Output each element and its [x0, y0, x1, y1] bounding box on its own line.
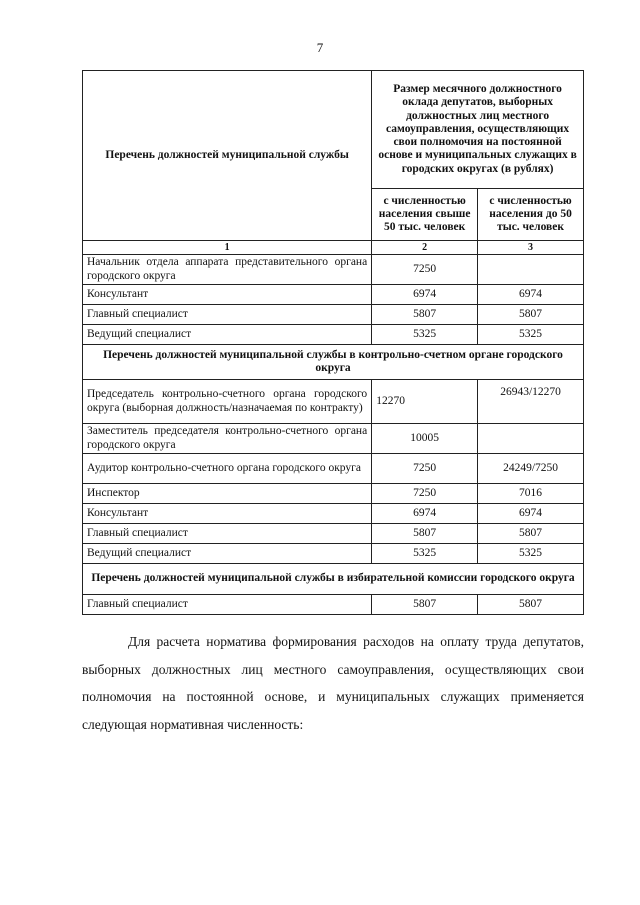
salary-header: Размер месячного должностного оклада депутатов, выборных должностных лиц местного самоуправления, осуществляющих свои полномочия на постоянной основе и муниципальных служащих в городских округах (в рублях)	[372, 71, 584, 189]
salary-cell-under-50k: 6974	[478, 504, 584, 524]
salary-cell-under-50k: 26943/12270	[478, 380, 584, 424]
salary-cell-over-50k: 5325	[372, 325, 478, 345]
salary-table	[82, 70, 584, 615]
table-row	[83, 380, 584, 424]
salary-cell-under-50k: 5807	[478, 524, 584, 544]
position-cell: Ведущий специалист	[83, 325, 372, 345]
salary-cell-over-50k: 7250	[372, 454, 478, 484]
table-row	[83, 285, 584, 305]
table-row	[83, 255, 584, 285]
col2-header: с численностью населения свыше 50 тыс. человек	[372, 189, 478, 241]
position-cell: Главный специалист	[83, 595, 372, 615]
header-row	[83, 71, 584, 189]
salary-cell-over-50k: 12270	[372, 380, 478, 424]
position-cell: Начальник отдела аппарата представительного органа городского округа	[83, 255, 372, 285]
salary-cell-over-50k: 5807	[372, 305, 478, 325]
salary-cell-over-50k: 10005	[372, 424, 478, 454]
position-cell: Консультант	[83, 504, 372, 524]
salary-cell-under-50k: 5325	[478, 544, 584, 564]
table-row	[83, 454, 584, 484]
salary-cell-over-50k: 5325	[372, 544, 478, 564]
column-index-2: 2	[372, 241, 478, 255]
position-cell: Главный специалист	[83, 524, 372, 544]
table-row	[83, 504, 584, 524]
column-index-1: 1	[83, 241, 372, 255]
salary-cell-over-50k: 7250	[372, 484, 478, 504]
body-paragraph: Для расчета норматива формирования расходов на оплату труда депутатов, выборных должностных лиц местного самоуправления, осуществляющих свои полномочия на постоянной основе, и муниципальных служащих применяется следующая нормативная численность:	[82, 634, 584, 732]
position-cell: Заместитель председателя контрольно-счетного органа городского округа	[83, 424, 372, 454]
section-heading-audit-body: Перечень должностей муниципальной службы в контрольно-счетном органе городского округа	[83, 345, 584, 380]
table-row	[83, 484, 584, 504]
col3-header: с численностью населения до 50 тыс. человек	[478, 189, 584, 241]
position-cell: Аудитор контрольно-счетного органа городского округа	[83, 454, 372, 484]
table-row	[83, 424, 584, 454]
table-row	[83, 325, 584, 345]
salary-cell-under-50k: 24249/7250	[478, 454, 584, 484]
salary-cell-over-50k: 7250	[372, 255, 478, 285]
table-row	[83, 524, 584, 544]
salary-cell-over-50k: 5807	[372, 524, 478, 544]
salary-cell-under-50k: 5325	[478, 325, 584, 345]
section-heading-row	[83, 345, 584, 380]
index-row	[83, 241, 584, 255]
salary-cell-over-50k: 5807	[372, 595, 478, 615]
salary-cell-under-50k	[478, 255, 584, 285]
page-number: 7	[316, 40, 324, 55]
salary-cell-under-50k	[478, 424, 584, 454]
position-cell: Председатель контрольно-счетного органа городского округа (выборная должность/назначаемая по контракту)	[83, 380, 372, 424]
column-index-3: 3	[478, 241, 584, 255]
position-cell: Инспектор	[83, 484, 372, 504]
table-row	[83, 305, 584, 325]
salary-cell-under-50k: 7016	[478, 484, 584, 504]
table-row	[83, 544, 584, 564]
position-cell: Ведущий специалист	[83, 544, 372, 564]
salary-cell-over-50k: 6974	[372, 504, 478, 524]
salary-cell-over-50k: 6974	[372, 285, 478, 305]
section-heading-row	[83, 564, 584, 595]
position-cell: Консультант	[83, 285, 372, 305]
salary-cell-under-50k: 5807	[478, 595, 584, 615]
position-cell: Главный специалист	[83, 305, 372, 325]
salary-cell-under-50k: 6974	[478, 285, 584, 305]
salary-cell-under-50k: 5807	[478, 305, 584, 325]
table-row	[83, 595, 584, 615]
section-heading-election-commission: Перечень должностей муниципальной службы в избирательной комиссии городского округа	[83, 564, 584, 595]
positions-header: Перечень должностей муниципальной службы	[83, 71, 372, 241]
